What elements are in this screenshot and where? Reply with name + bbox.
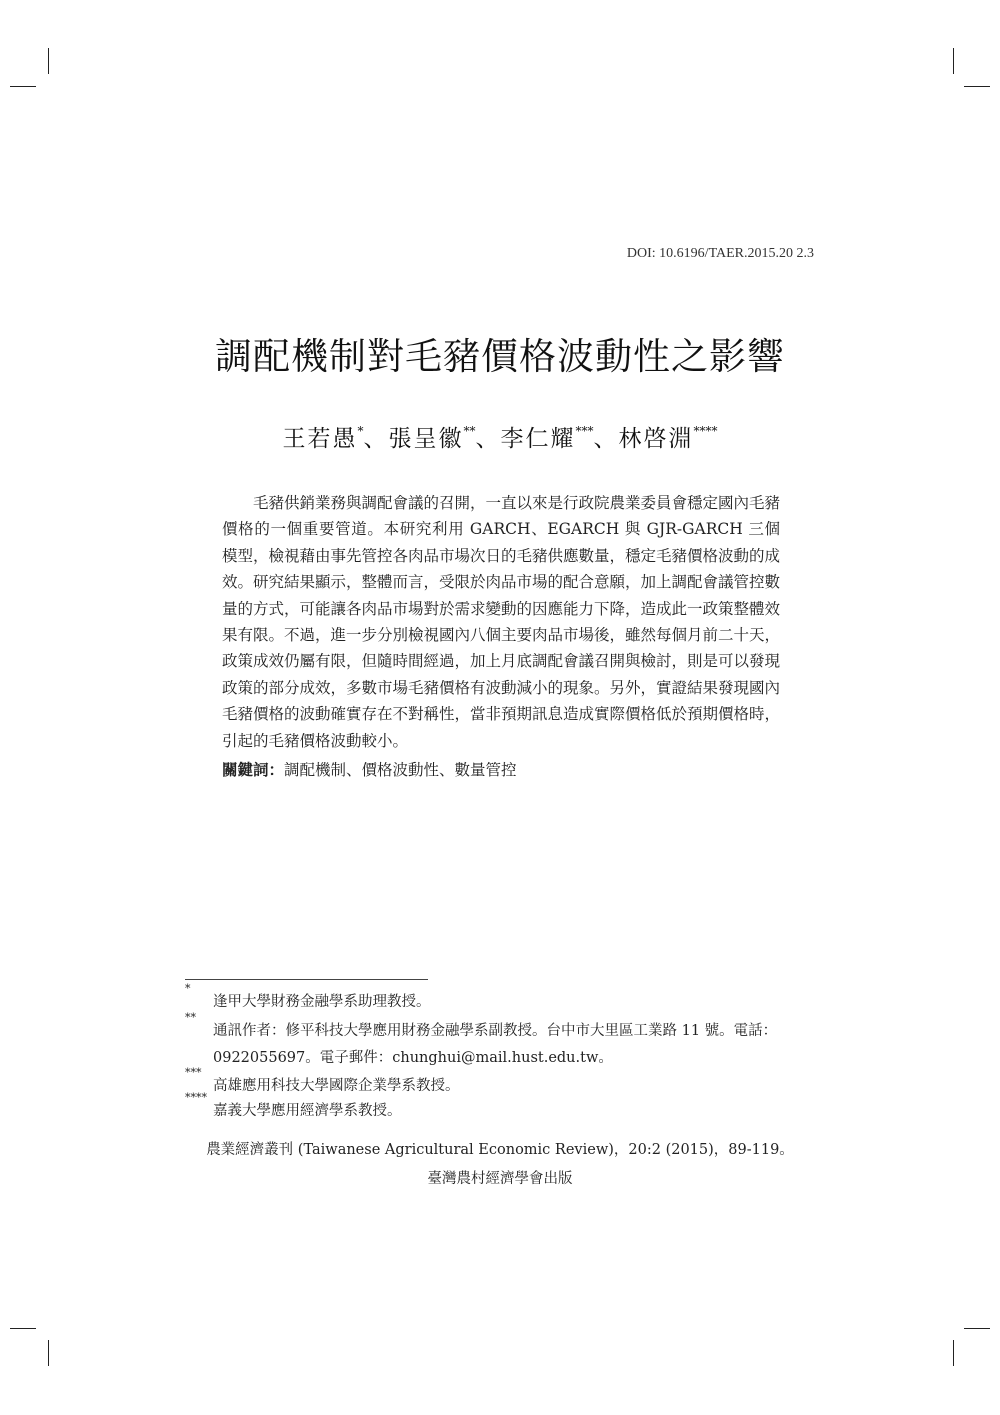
crop-mark	[964, 86, 990, 87]
footnote-mark: **	[185, 1011, 196, 1024]
crop-mark	[10, 86, 36, 87]
author-name: 張呈徽	[388, 426, 464, 452]
footnote	[185, 982, 817, 1016]
crop-mark	[964, 1328, 990, 1329]
author-mark: ****	[693, 424, 718, 438]
crop-mark	[953, 1340, 954, 1366]
author-name: 王若愚	[282, 426, 358, 452]
author-name: 李仁耀	[500, 426, 576, 452]
footnote	[185, 1091, 817, 1125]
author-mark: *	[357, 424, 364, 438]
author-separator: 、	[593, 426, 619, 452]
crop-mark	[10, 1328, 36, 1329]
doi-label: DOI: 10.6196/TAER.2015.20 2.3	[626, 246, 814, 261]
keywords-label: 關鍵詞：	[222, 760, 285, 779]
author-name: 林啓淵	[618, 426, 694, 452]
author-separator: 、	[475, 426, 501, 452]
footnote-text: 通訊作者：修平科技大學應用財務金融學系副教授。台中市大里區工業路 11 號。電話：0922055697。電子郵件：chunghui@mail.hust.edu.tw。	[213, 1023, 778, 1066]
crop-mark	[953, 48, 954, 74]
footnote	[185, 1066, 817, 1100]
author-list	[0, 420, 1000, 453]
footnote-divider	[185, 979, 428, 980]
footnote-text: 高雄應用科技大學國際企業學系教授。	[213, 1078, 460, 1094]
footnote-text: 嘉義大學應用經濟學系教授。	[213, 1103, 402, 1119]
footnote-mark: ***	[185, 1066, 202, 1079]
crop-mark	[48, 48, 49, 74]
keywords	[222, 758, 780, 782]
footnote	[185, 1011, 817, 1072]
footnote-mark: ****	[185, 1091, 207, 1104]
journal-citation: 農業經濟叢刊 (Taiwanese Agricultural Economic Review)，20:2 (2015)，89-119。	[206, 1142, 794, 1158]
keywords-text: 調配機制、價格波動性、數量管控	[284, 761, 517, 779]
footnote-text: 逢甲大學財務金融學系助理教授。	[213, 994, 431, 1010]
crop-mark	[48, 1340, 49, 1366]
paper-title: 調配機制對毛豬價格波動性之影響	[215, 335, 785, 378]
abstract-text: 毛豬供銷業務與調配會議的召開，一直以來是行政院農業委員會穩定國內毛豬價格的一個重要管道。本研究利用 GARCH、EGARCH 與 GJR-GARCH 三個模型，檢視藉由事先管控各肉品市場次日的毛豬供應數量，穩定毛豬價格波動的成效。研究結果顯示，整體而言，受限於肉品市場的配合意願，加上調配會議管控數量的方式，可能讓各肉品市場對於需求變動的因應能力下降，造成此一政策整體效果有限。不過，進一步分別檢視國內八個主要肉品市場後，雖然每個月前二十天，政策成效仍屬有限，但隨時間經過，加上月底調配會議召開與檢討，則是可以發現政策的部分成效，多數市場毛豬價格有波動減小的現象。另外，實證結果發現國內毛豬價格的波動確實存在不對稱性，當非預期訊息造成實際價格低於預期價格時，引起的毛豬價格波動較小。	[222, 494, 781, 750]
author-mark: ***	[575, 424, 594, 438]
author-mark: **	[463, 424, 476, 438]
publisher-line: 臺灣農村經濟學會出版	[427, 1171, 573, 1187]
author-separator: 、	[363, 426, 389, 452]
footnote-mark: *	[185, 982, 191, 995]
